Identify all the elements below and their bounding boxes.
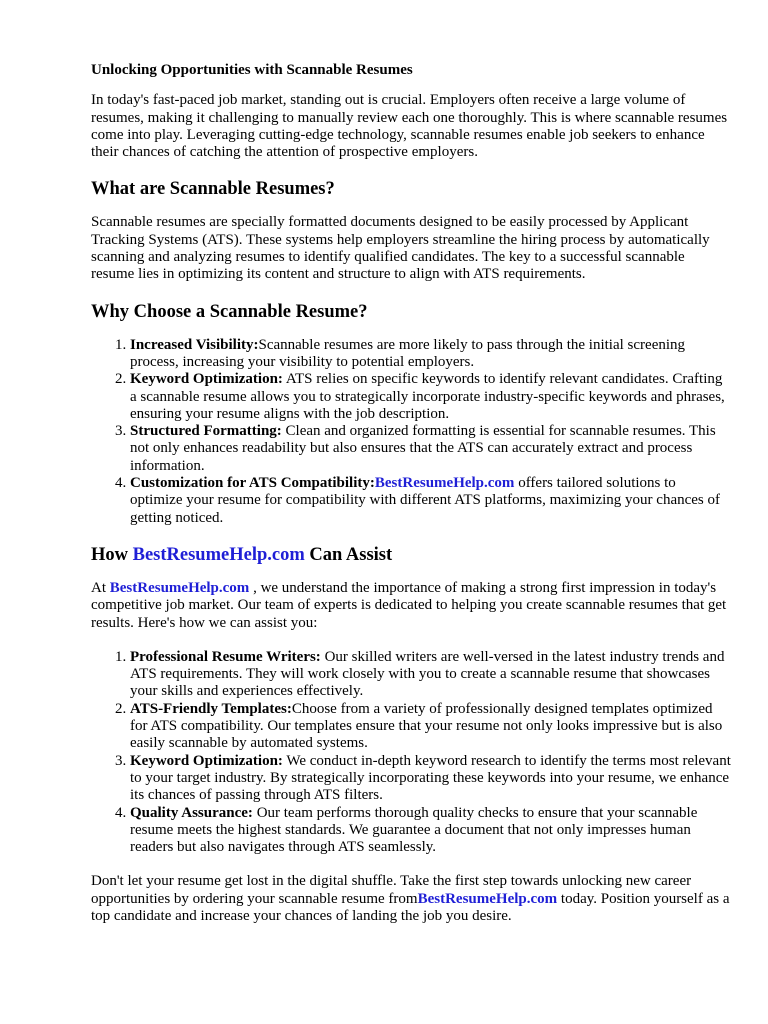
section-heading-what: What are Scannable Resumes? (91, 179, 335, 200)
item-text: Choose from a variety of professionally designed templates optimized for ATS compatibility. Our templates ensure that your resume not only looks impressive but is also easily scannable by automated systems. (130, 700, 723, 752)
bestresumehelp-closing-link[interactable]: BestResumeHelp.com (417, 890, 558, 907)
item-term: Keyword Optimization: (130, 371, 283, 388)
list-item (130, 649, 731, 701)
list-item (130, 701, 731, 753)
item-term: Structured Formatting: (130, 423, 282, 440)
item-text: Scannable resumes are more likely to pass through the initial screening process, increasing your visibility to potential employers. (130, 336, 686, 370)
intro-paragraph: In today's fast-paced job market, standing out is crucial. Employers often receive a large volume of resumes, making it challenging to manually review each one thoroughly. This is where scannable resumes come into play. Leveraging cutting-edge technology, scannable resumes enable job seekers to enhance their chances of catching the attention of prospective employers. (91, 92, 728, 161)
list-item (130, 753, 731, 805)
how-list (91, 649, 731, 857)
document-content (91, 62, 731, 942)
item-text: offers tailored solutions to optimize your resume for compatibility with different ATS platforms, maximizing your chances of getting noticed. (130, 475, 721, 526)
closing-paragraph (91, 873, 731, 925)
section-how-intro (91, 580, 731, 632)
bestresumehelp-intro-link[interactable]: BestResumeHelp.com (109, 579, 250, 596)
closing-prefix: Don't let your resume get lost in the digital shuffle. Take the first step towards unlocking new career opportunities by ordering your scannable resume from (91, 873, 692, 907)
list-item (130, 475, 731, 527)
section-what-body: Scannable resumes are specially formatted documents designed to be easily processed by Applicant Tracking Systems (ATS). These systems help employers streamline the hiring process by automatically scanning and analyzing resumes to identify qualified candidates. The key to a successful scannable resume lies in optimizing its content and structure to align with ATS requirements. (91, 214, 710, 283)
intro-prefix: At (91, 579, 110, 596)
item-term: Keyword Optimization: (130, 752, 283, 769)
closing-suffix: today. Position yourself as a top candidate and increase your chances of landing the job you desire. (91, 890, 730, 924)
intro-text: , we understand the importance of making a strong first impression in today's competitive job market. Our team of experts is dedicated to helping you create scannable resumes that get results. Here's how we can assist you: (91, 579, 727, 631)
heading-prefix: How (91, 544, 133, 565)
section-heading-how (91, 544, 731, 566)
document-title: Unlocking Opportunities with Scannable Resumes (91, 62, 413, 78)
bestresumehelp-link[interactable]: BestResumeHelp.com (374, 475, 515, 492)
bestresumehelp-heading-link[interactable]: BestResumeHelp.com (132, 544, 305, 565)
item-term: ATS-Friendly Templates: (130, 700, 292, 717)
list-item (130, 805, 731, 857)
item-term: Customization for ATS Compatibility: (130, 475, 375, 492)
list-item (130, 423, 731, 475)
list-item (130, 371, 731, 423)
item-term: Increased Visibility: (130, 336, 259, 353)
list-item (130, 337, 731, 372)
item-text: ATS relies on specific keywords to identify relevant candidates. Crafting a scannable resume allows you to strategically incorporate industry-specific keywords and phrases, ensuring your resume aligns with the job description. (130, 371, 725, 422)
item-term: Professional Resume Writers: (130, 648, 321, 665)
heading-suffix: Can Assist (304, 544, 393, 565)
why-list (91, 337, 731, 527)
item-text: Our skilled writers are well-versed in the latest industry trends and ATS requirements. They will work closely with you to create a scannable resume that showcases your skills and experiences effectively. (130, 648, 725, 700)
item-term: Quality Assurance: (130, 804, 253, 821)
item-text: Clean and organized formatting is essential for scannable resumes. This not only enhances readability but also ensures that the ATS can accurately extract and process information. (130, 423, 716, 474)
item-text: We conduct in-depth keyword research to identify the terms most relevant to your target industry. By strategically incorporating these keywords into your resume, we enhance its chances of passing through ATS filters. (130, 752, 731, 804)
item-text: Our team performs thorough quality checks to ensure that your scannable resume meets the highest standards. We guarantee a document that not only impresses human readers but also navigates through ATS seamlessly. (130, 804, 698, 856)
section-heading-why: Why Choose a Scannable Resume? (91, 301, 368, 322)
